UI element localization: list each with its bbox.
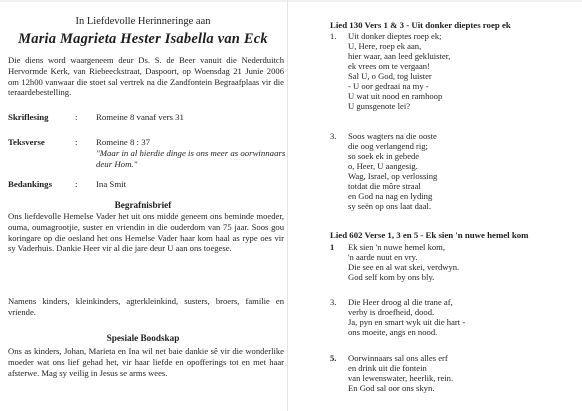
skriflesing-value: Romeine 8 vanaf vers 31 <box>96 112 184 122</box>
teksverse-label: Teksverse <box>8 137 45 147</box>
begrafnisbrief-paragraph: Ons liefdevolle Hemelse Vader het uit ons midde geneem ons beminde moeder, ouma, oumagrootjie, suster en vriendin in die ouderdom van 75 jaar. Soos gou koringare op die oesland het ons Hemelse Vader haar kom haal as rype oes vir sy Vaderhuis. Dankie Heer vir al die jare deur U aan ons toegese. <box>8 211 284 254</box>
verse-line: Die Heer droog al die trane af, <box>348 297 453 307</box>
verse-line: sy seën op ons laat daal. <box>348 201 432 211</box>
begrafnisbrief-title: Begrafnisbrief <box>114 200 172 210</box>
skriflesing-colon: : <box>75 112 78 122</box>
teksverse-value-block <box>96 137 286 169</box>
bedankings-label: Bedankings <box>8 179 53 189</box>
spesiale-boodskap-title: Spesiale Boodskap <box>106 333 180 343</box>
verse-line: ons moeite, angs en nood. <box>348 327 438 337</box>
deceased-name: Maria Magrieta Hester Isabella van Eck <box>18 31 268 47</box>
verse-line: Ja, pyn en smart wyk uit die hart - <box>348 317 466 327</box>
verse-line: hier waar, aan leed gekluister, <box>348 51 451 61</box>
verse-line: totdat die môre straal <box>348 181 421 191</box>
verse-line: so soek ek in gebede <box>348 151 420 161</box>
verse-line: En God sal oor ons skyn. <box>348 383 435 393</box>
verse-line: - U oor gedraai na my - <box>348 81 429 91</box>
bedankings-value: Ina Smit <box>96 179 127 189</box>
teksverse-quote: "Maar in al hierdie dinge is ons meer as oorwinnaars deur Hom." <box>96 147 286 169</box>
verse-line: Wag, Israel, op verlossing <box>348 171 438 181</box>
center-fold-divider <box>287 0 288 411</box>
verse-number: 1 <box>330 242 335 252</box>
verse-line: Sal U, o God, tog luister <box>348 71 432 81</box>
verse-line: en drink uit die fontein <box>348 363 427 373</box>
song2-title: Lied 602 Verse 1, 3 en 5 - Ek sien 'n nuwe hemel kom <box>330 230 529 240</box>
verse-line: 'n aarde nuut en vry. <box>348 252 418 262</box>
bedankings-colon: : <box>75 179 78 189</box>
left-panel <box>0 0 286 411</box>
verse-line: Uit donker dieptes roep ek; <box>348 31 442 41</box>
skriflesing-label: Skriflesing <box>8 112 49 122</box>
verse-number: 3. <box>330 297 337 307</box>
verse-line: God self kom by ons bly. <box>348 272 435 282</box>
verse-line: ek vrees om te vergaan! <box>348 61 430 71</box>
verse-line: U, Here, roep ek aan, <box>348 41 422 51</box>
teksverse-value: Romeine 8 : 37 <box>96 137 150 147</box>
verse-line: Ek sien 'n nuwe hemel kom, <box>348 242 446 252</box>
verse-number: 1. <box>330 31 337 41</box>
song1-title: Lied 130 Vers 1 & 3 - Uit donker dieptes roep ek <box>330 20 511 30</box>
verse-line: U gunsgenote lei? <box>348 101 411 111</box>
verse-line: van lewenswater, heerlik, rein. <box>348 373 454 383</box>
verse-line: Soos wagters na die ooste <box>348 131 437 141</box>
verse-number: 3. <box>330 131 337 141</box>
right-panel <box>290 0 582 411</box>
verse-number: 5. <box>330 353 337 363</box>
family-paragraph: Namens kinders, kleinkinders, agterkleinkind, susters, broers, familie en vriende. <box>8 296 284 317</box>
memorial-heading: In Liefdevolle Herinneringe aan <box>75 16 211 27</box>
verse-line: en God na nag en lyding <box>348 191 433 201</box>
spesiale-boodskap-paragraph: Ons as kinders, Johan, Marieta en Ina wil net baie dankie sê vir die wonderlike moeder wat ons lief gehad het, vir haar liefde en opofferings tot en met haar afsterwe. Mag sy veilig in Jesus se arms wees. <box>8 346 284 378</box>
verse-line: die oog verlangend rig; <box>348 141 428 151</box>
teksverse-colon: : <box>75 137 78 147</box>
verse-line: Oorwinnaars sal ons alles erf <box>348 353 448 363</box>
service-paragraph: Die diens word waargeneem deur Ds. S. de Beer vanuit die Nederduitch Hervormde Kerk, van Riebeeckstraat, Daspoort, op Woensdag 21 Junie 2006 om 12h00 vanwaar die stoet sal vertrek na die Zandfontein Begraafplaas vir die teraardebestelling. <box>8 55 284 98</box>
verse-line: o, Heer, U aangesig. <box>348 161 418 171</box>
verse-line: verby is droefheid, dood. <box>348 307 435 317</box>
verse-line: Die see en al wat skei, verdwyn. <box>348 262 460 272</box>
verse-line: U wat uit nood en ramhoop <box>348 91 443 101</box>
